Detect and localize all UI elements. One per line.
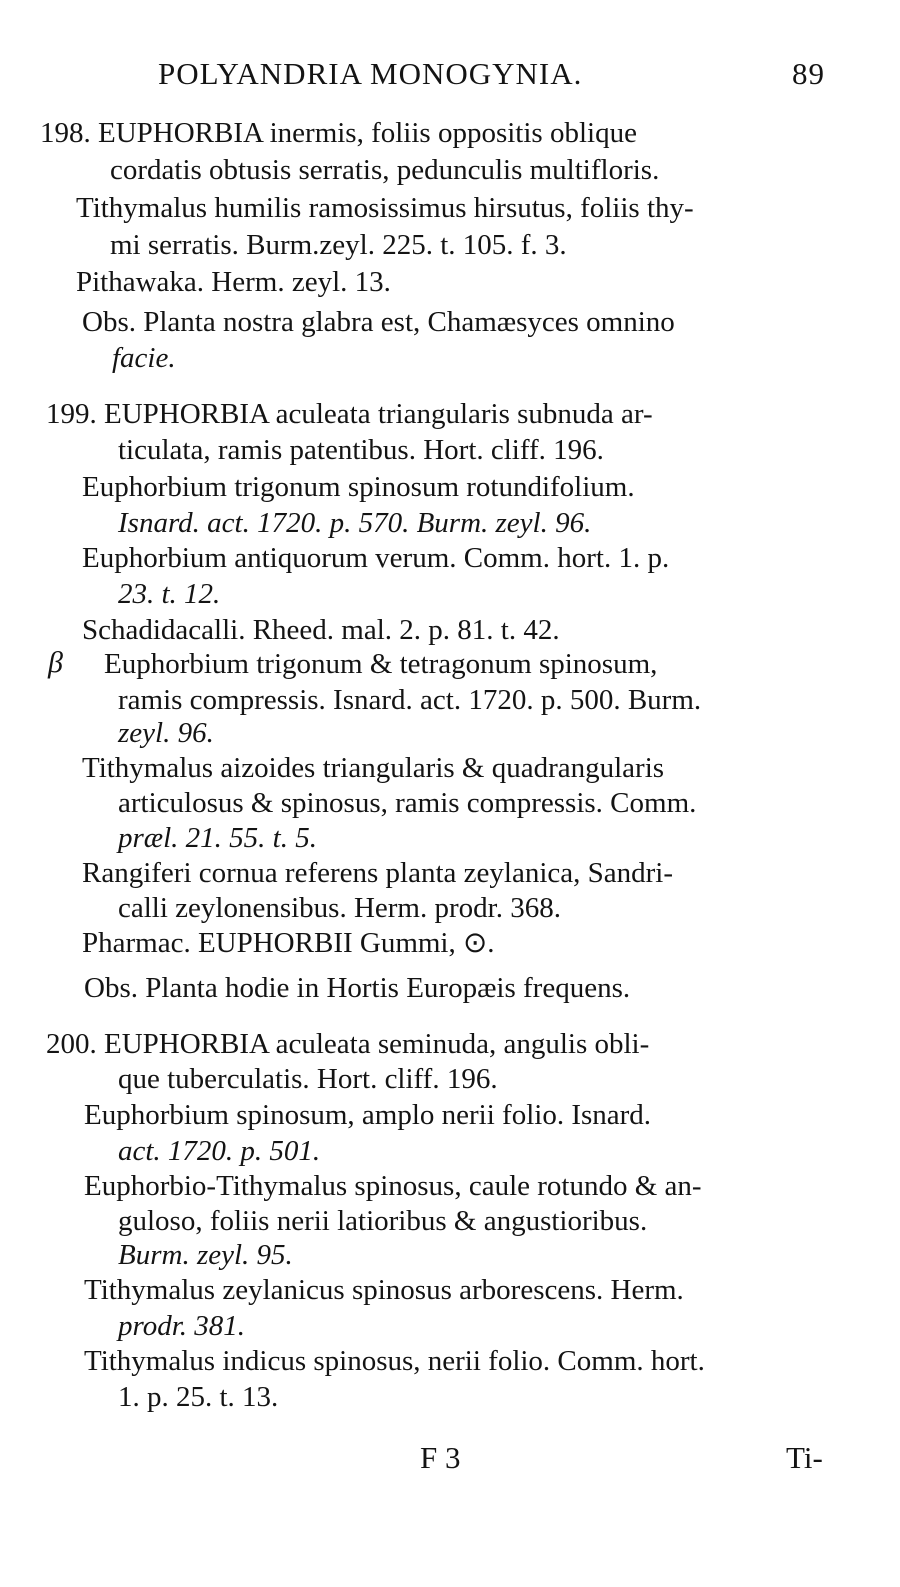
synonym-line: act. 1720. p. 501. bbox=[118, 1135, 321, 1167]
synonym-line: 23. t. 12. bbox=[118, 578, 221, 610]
entry-text-line: ticulata, ramis patentibus. Hort. cliff. 196. bbox=[118, 434, 604, 466]
synonym-line: Burm. zeyl. 95. bbox=[118, 1239, 293, 1271]
entry-text-line: 200. EUPHORBIA aculeata seminuda, angulis obli- bbox=[46, 1028, 650, 1060]
variety-line: ramis compressis. Isnard. act. 1720. p. 500. Burm. bbox=[118, 684, 702, 716]
variety-mark: β bbox=[48, 646, 63, 679]
synonym-line: Euphorbium trigonum spinosum rotundifolium. bbox=[82, 471, 635, 503]
synonym-line: Tithymalus zeylanicus spinosus arborescens. Herm. bbox=[84, 1274, 684, 1306]
synonym-line: Euphorbium antiquorum verum. Comm. hort. 1. p. bbox=[82, 542, 670, 574]
synonym-line: Euphorbium spinosum, amplo nerii folio. Isnard. bbox=[84, 1099, 652, 1131]
pharmacy-line: Pharmac. EUPHORBII Gummi, ⊙. bbox=[82, 927, 495, 959]
variety-line: zeyl. 96. bbox=[118, 717, 214, 749]
observation-line: facie. bbox=[112, 342, 176, 374]
synonym-line: articulosus & spinosus, ramis compressis. Comm. bbox=[118, 787, 697, 819]
synonym-line: Euphorbio-Tithymalus spinosus, caule rotundo & an- bbox=[84, 1170, 702, 1202]
catchword: Ti- bbox=[786, 1440, 823, 1475]
synonym-line: Rangiferi cornua referens planta zeylanica, Sandri- bbox=[82, 857, 673, 889]
synonym-line: Tithymalus humilis ramosissimus hirsutus, foliis thy- bbox=[76, 192, 694, 224]
synonym-line: Tithymalus indicus spinosus, nerii folio. Comm. hort. bbox=[84, 1345, 705, 1377]
entry-text-line: 198. EUPHORBIA inermis, foliis oppositis oblique bbox=[40, 117, 637, 149]
running-title: POLYANDRIA MONOGYNIA. bbox=[158, 56, 583, 91]
page-header bbox=[0, 56, 900, 96]
synonym-line: 1. p. 25. t. 13. bbox=[118, 1381, 279, 1413]
vernacular-line: Pithawaka. Herm. zeyl. 13. bbox=[76, 266, 391, 298]
variety-line: Euphorbium trigonum & tetragonum spinosum, bbox=[104, 648, 658, 680]
observation-line: Obs. Planta hodie in Hortis Europæis frequens. bbox=[84, 972, 631, 1004]
page-footer bbox=[0, 1440, 900, 1480]
observation-line: Obs. Planta nostra glabra est, Chamæsyces omnino bbox=[82, 306, 675, 338]
vernacular-line: Schadidacalli. Rheed. mal. 2. p. 81. t. 42. bbox=[82, 614, 560, 646]
synonym-line: prodr. 381. bbox=[118, 1310, 246, 1342]
entry-text-line: que tuberculatis. Hort. cliff. 196. bbox=[118, 1063, 498, 1095]
synonym-line: præl. 21. 55. t. 5. bbox=[118, 822, 317, 854]
synonym-line: Tithymalus aizoides triangularis & quadrangularis bbox=[82, 752, 665, 784]
page-number: 89 bbox=[792, 56, 825, 91]
entry-text-line: cordatis obtusis serratis, pedunculis multifloris. bbox=[110, 154, 660, 186]
synonym-line: guloso, foliis nerii latioribus & angustioribus. bbox=[118, 1205, 648, 1237]
entry-text-line: 199. EUPHORBIA aculeata triangularis subnuda ar- bbox=[46, 398, 653, 430]
synonym-line: calli zeylonensibus. Herm. prodr. 368. bbox=[118, 892, 561, 924]
synonym-line: Isnard. act. 1720. p. 570. Burm. zeyl. 96. bbox=[118, 507, 592, 539]
signature-mark: F 3 bbox=[420, 1440, 461, 1475]
synonym-line: mi serratis. Burm.zeyl. 225. t. 105. f. 3. bbox=[110, 229, 567, 261]
